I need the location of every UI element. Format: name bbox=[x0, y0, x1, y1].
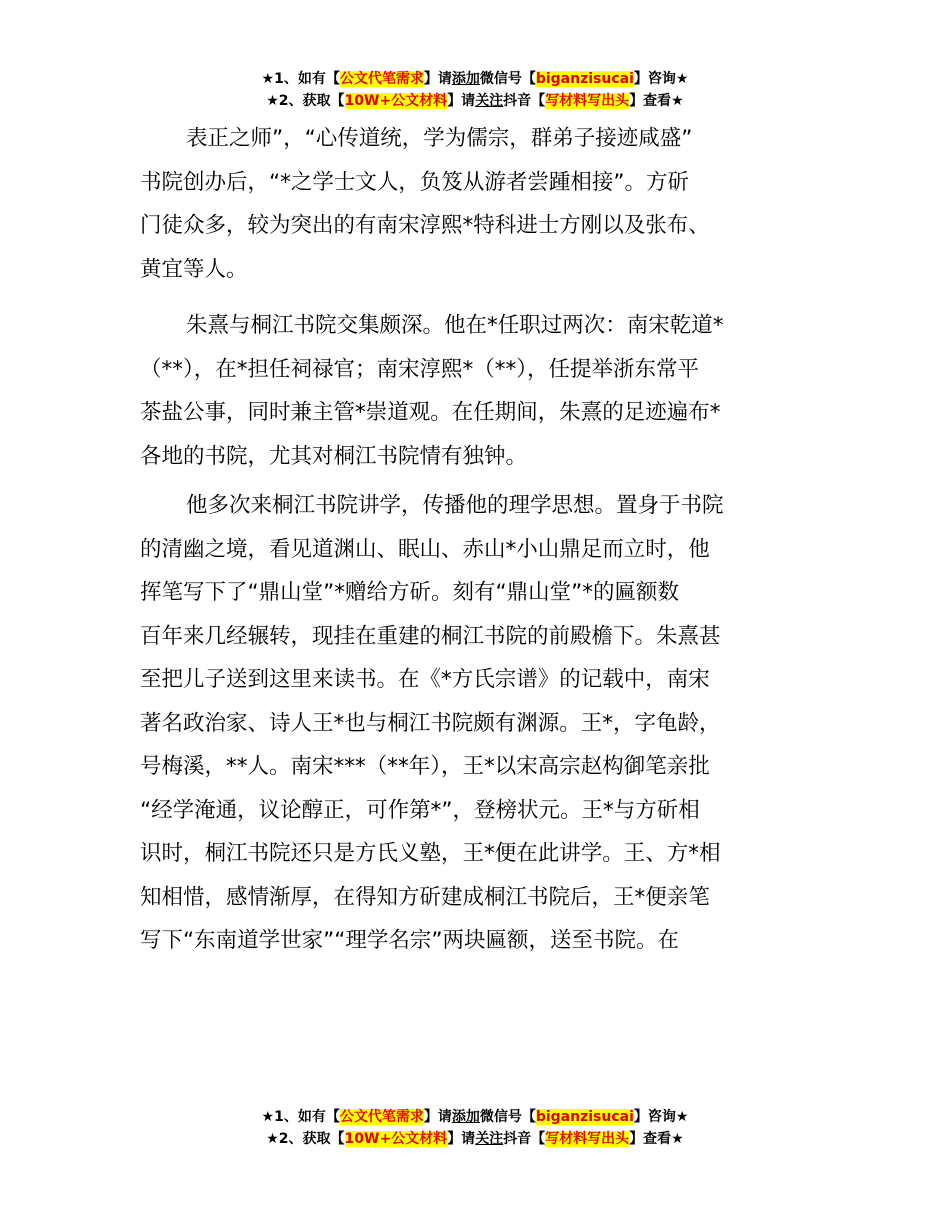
banner-underline-text: 关注 bbox=[475, 93, 504, 109]
banner-text: 】请 bbox=[423, 1109, 452, 1125]
banner-text: 】查看★ bbox=[629, 93, 684, 109]
text-line: 朱熹与桐江书院交集颇深。他在*任职过两次：南宋乾道* bbox=[186, 313, 724, 338]
banner-text: ★1、如有【 bbox=[261, 71, 340, 87]
text-line: 茶盐公事，同时兼主管*崇道观。在任期间，朱熹的足迹遍布* bbox=[140, 400, 721, 425]
text-line: 他多次来桐江书院讲学，传播他的理学思想。置身于书院 bbox=[186, 493, 724, 518]
banner-text: 微信号【 bbox=[479, 71, 536, 87]
banner-text: 】请 bbox=[447, 93, 476, 109]
banner-text: 】查看★ bbox=[629, 1131, 684, 1147]
banner-line-1 bbox=[0, 1106, 950, 1128]
highlight-materials: 10W+公文材料 bbox=[344, 93, 448, 109]
text-line: 写下“东南道学世家”“理学名宗”两块匾额，送至书院。在 bbox=[140, 928, 680, 953]
paragraph-3 bbox=[140, 484, 815, 963]
text-line: 门徒众多，较为突出的有南宋淳熙*特科进士方刚以及张布、 bbox=[140, 213, 710, 238]
highlight-wechat-id: biganzisucai bbox=[535, 71, 634, 87]
text-line: 挥笔写下了“鼎山堂”*赠给方斫。刻有“鼎山堂”*的匾额数 bbox=[140, 580, 680, 605]
banner-text: ★2、获取【 bbox=[266, 93, 345, 109]
highlight-douyin-id: 写材料写出头 bbox=[545, 93, 630, 109]
banner-text: ★2、获取【 bbox=[266, 1131, 345, 1147]
banner-text: 抖音【 bbox=[503, 1131, 546, 1147]
banner-text: 抖音【 bbox=[503, 93, 546, 109]
text-line: 书院创办后，“*之学士文人，负笈从游者尝踵相接”。方斫 bbox=[140, 169, 690, 195]
text-line: 号梅溪，**人。南宋***（**年），王*以宋高宗赵构御笔亲批 bbox=[140, 754, 710, 779]
text-line: 表正之师”，“心传道统，学为儒宗，群弟子接迹咸盛” bbox=[186, 126, 693, 151]
text-line: 的清幽之境，看见道渊山、眠山、赤山*小山鼎足而立时，他 bbox=[140, 536, 710, 562]
highlight-wechat-id: biganzisucai bbox=[535, 1109, 634, 1125]
text-line: 知相惜，感情渐厚，在得知方斫建成桐江书院后，王*便亲笔 bbox=[140, 884, 710, 910]
paragraph-1 bbox=[140, 117, 815, 291]
banner-line-2 bbox=[0, 1128, 950, 1150]
text-line: “经学淹通，议论醇正，可作第*”，登榜状元。王*与方斫相 bbox=[140, 797, 700, 823]
highlight-douyin-id: 写材料写出头 bbox=[545, 1131, 630, 1147]
text-line: 黄宜等人。 bbox=[140, 256, 248, 282]
banner-underline-text: 关注 bbox=[475, 1131, 504, 1147]
banner-line-1 bbox=[0, 68, 950, 90]
text-line: 著名政治家、诗人王*也与桐江书院颇有渊源。王*，字龟龄， bbox=[140, 710, 721, 736]
banner-underline-text: 添加 bbox=[451, 1109, 480, 1125]
banner-underline-text: 添加 bbox=[451, 71, 480, 87]
highlight-materials: 10W+公文材料 bbox=[344, 1131, 448, 1147]
banner-text: 】请 bbox=[423, 71, 452, 87]
text-line: 识时，桐江书院还只是方氏义塾，王*便在此讲学。王、方*相 bbox=[140, 841, 721, 866]
highlight-service: 公文代笔需求 bbox=[339, 71, 424, 87]
header-banner bbox=[0, 68, 950, 112]
banner-line-2 bbox=[0, 90, 950, 112]
text-line: （**），在*担任祠禄官；南宋淳熙*（**），任提举浙东常平 bbox=[140, 356, 700, 382]
banner-text: 】咨询★ bbox=[633, 1109, 689, 1125]
banner-text: ★1、如有【 bbox=[261, 1109, 340, 1125]
paragraph-2 bbox=[140, 304, 815, 478]
highlight-service: 公文代笔需求 bbox=[339, 1109, 424, 1125]
text-line: 百年来几经辗转，现挂在重建的桐江书院的前殿檐下。朱熹甚 bbox=[140, 623, 721, 649]
text-line: 各地的书院，尤其对桐江书院情有独钟。 bbox=[140, 443, 528, 469]
banner-text: 微信号【 bbox=[479, 1109, 536, 1125]
banner-text: 】请 bbox=[447, 1131, 476, 1147]
footer-banner bbox=[0, 1106, 950, 1150]
text-line: 至把儿子送到这里来读书。在《*方氏宗谱》的记载中，南宋 bbox=[140, 667, 710, 692]
banner-text: 】咨询★ bbox=[633, 71, 689, 87]
